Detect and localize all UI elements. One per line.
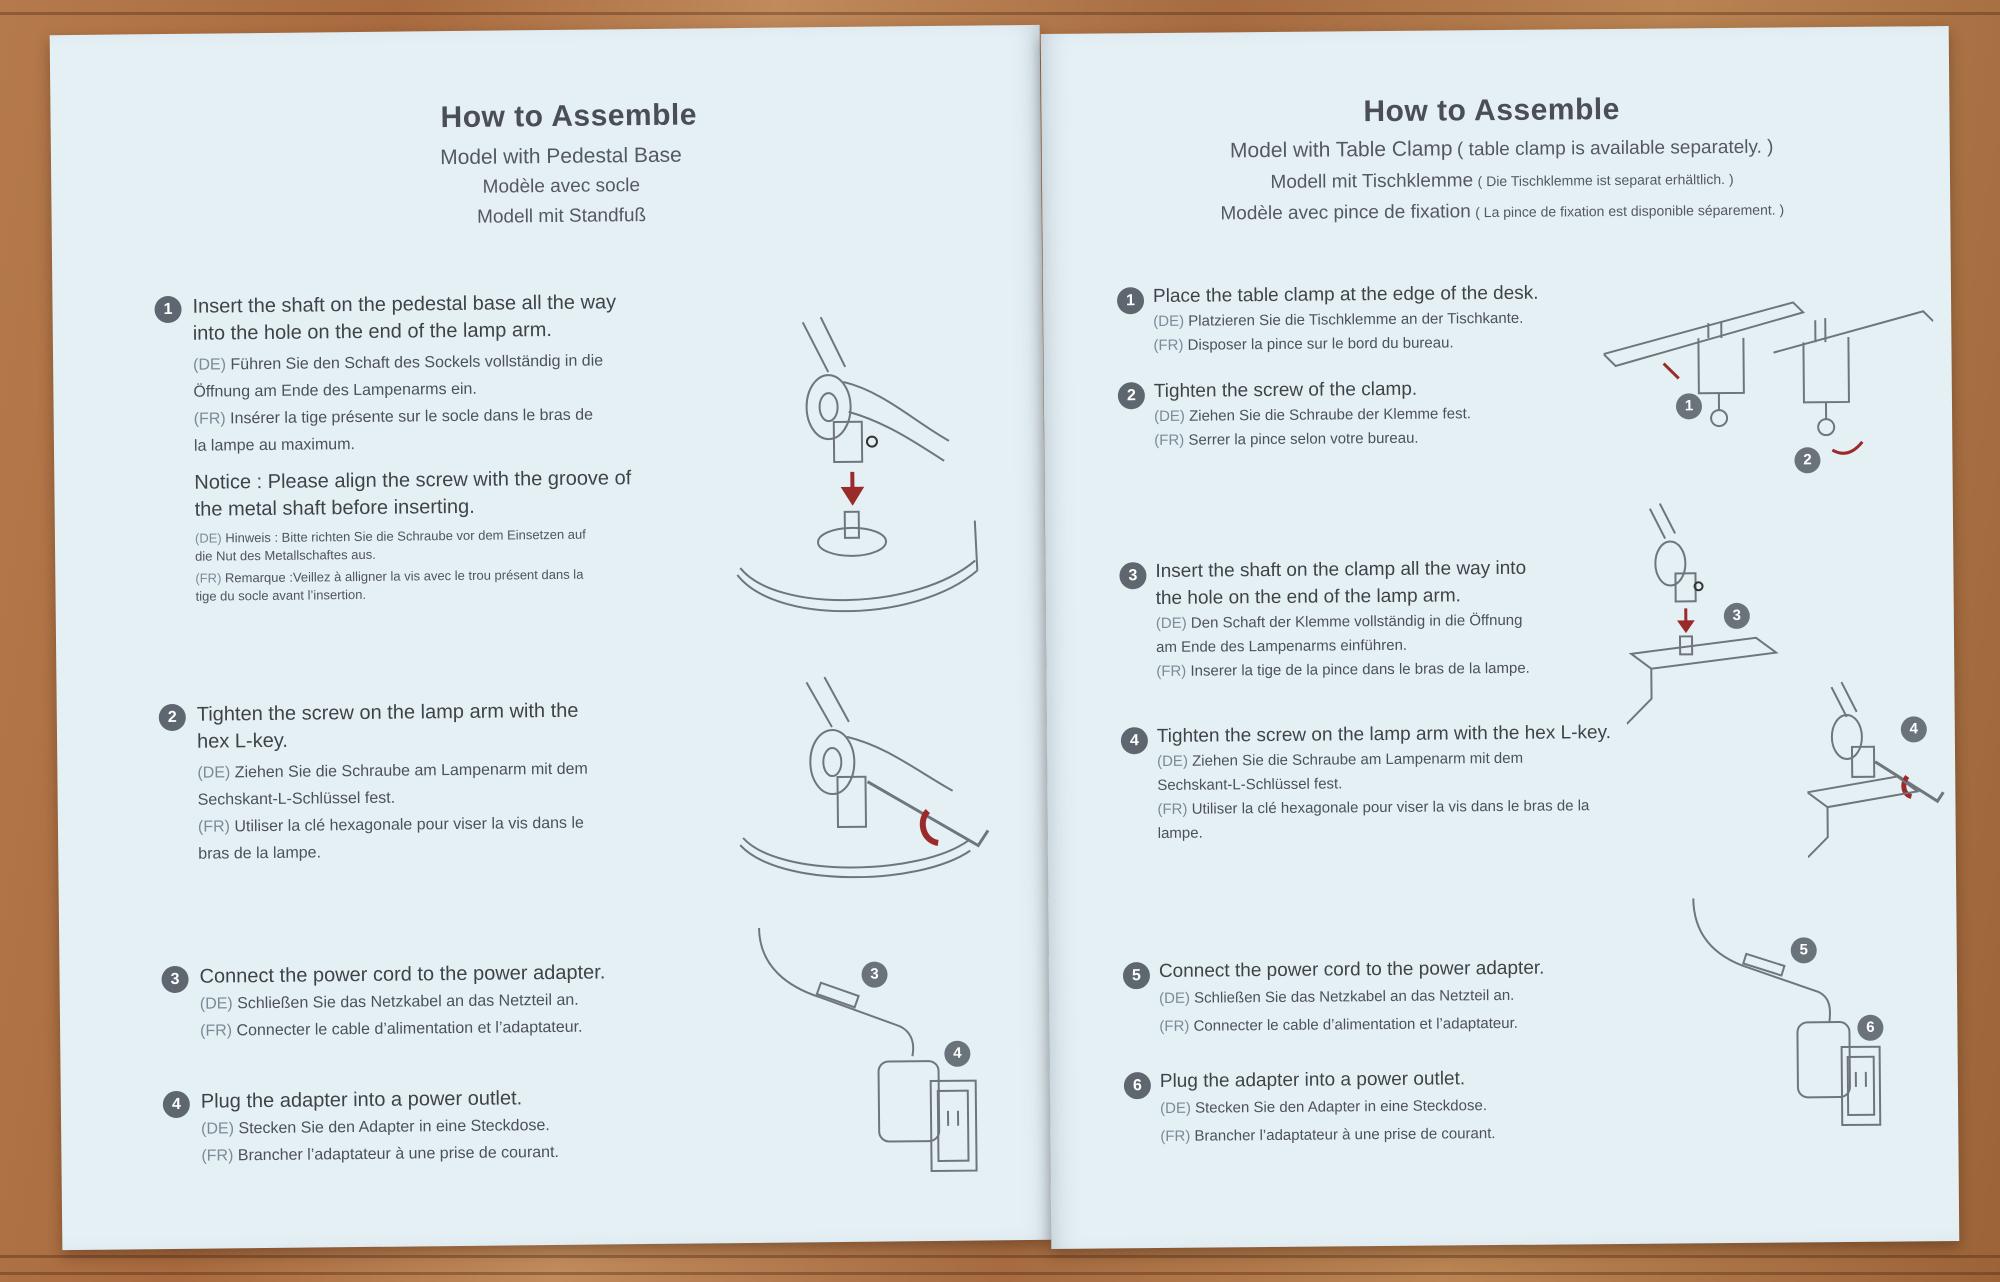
step-text-de: Ziehen Sie die Schraube der Klemme fest. bbox=[1188, 405, 1471, 425]
wood-grain bbox=[0, 1272, 2000, 1275]
step-text-fr: Brancher l’adaptateur à une prise de courant. bbox=[237, 1143, 560, 1165]
step-1 bbox=[163, 289, 632, 606]
subtitle-line: Modèle avec socle bbox=[482, 175, 641, 198]
step-text-de: Stecken Sie den Adapter in eine Steckdose. bbox=[1195, 1097, 1488, 1117]
subtitle-note: ( Die Tischklemme ist separat erhältlich. ) bbox=[1477, 170, 1734, 190]
step-text-de: am Ende des Lampenarms einführen. bbox=[1156, 636, 1408, 657]
lang-tag: (DE) bbox=[197, 764, 231, 782]
illustration-label: 5 bbox=[1791, 937, 1817, 963]
step-text-de: Führen Sie den Schaft des Sockels vollständig in die bbox=[230, 352, 604, 374]
step-badge: 1 bbox=[1117, 287, 1144, 314]
notice-text-de: die Nut des Metallschaftes aus. bbox=[195, 546, 376, 564]
step-badge: 3 bbox=[1119, 562, 1146, 589]
illustration-label: 1 bbox=[1676, 393, 1702, 419]
page-title: How to Assemble bbox=[1363, 92, 1620, 129]
step-text-en: Insert the shaft on the pedestal base all the way bbox=[192, 291, 617, 318]
illustration-label: 4 bbox=[944, 1041, 970, 1067]
lang-tag: (FR) bbox=[193, 410, 226, 428]
lang-tag: (DE) bbox=[201, 1120, 235, 1138]
power-adapter-illustration bbox=[1688, 897, 1890, 1129]
step-badge: 4 bbox=[1121, 727, 1148, 754]
model-subtitle bbox=[381, 140, 742, 234]
step-text-fr: Connecter le cable d’alimentation et l’adaptateur. bbox=[1193, 1014, 1518, 1035]
clamp-insert-illustration bbox=[1625, 497, 1827, 739]
subtitle-line: Modell mit Standfuß bbox=[477, 204, 647, 228]
step-text-fr: Utiliser la clé hexagonale pour viser la vis dans le bras de la bbox=[1191, 797, 1590, 818]
illustration-label: 3 bbox=[1724, 603, 1750, 629]
step-text-fr: Serrer la pince selon votre bureau. bbox=[1188, 429, 1419, 449]
pedestal-insert-illustration bbox=[733, 310, 986, 643]
illustration-label: 2 bbox=[1794, 447, 1820, 473]
notice-text-de: Hinweis : Bitte richten Sie die Schraube vor dem Einsetzen auf bbox=[225, 526, 586, 546]
notice-text-fr: Remarque :Veillez à alligner la vis avec le trou présent dans la bbox=[224, 566, 584, 586]
step-text-fr: Brancher l’adaptateur à une prise de courant. bbox=[1194, 1125, 1496, 1145]
lang-tag: (DE) bbox=[1153, 312, 1185, 331]
step-text-fr: lampe. bbox=[1157, 824, 1203, 842]
lang-tag: (FR) bbox=[195, 570, 222, 586]
lang-tag: (FR) bbox=[1154, 431, 1185, 450]
subtitle-line: Model with Pedestal Base bbox=[440, 143, 682, 170]
subtitle-line: Modell mit Tischklemme bbox=[1270, 170, 1474, 193]
step-text-de: Öffnung am Ende des Lampenarms ein. bbox=[193, 380, 477, 401]
step-text-de: Stecken Sie den Adapter in eine Steckdose. bbox=[238, 1117, 550, 1138]
step-4 bbox=[1129, 719, 1612, 846]
step-badge: 2 bbox=[159, 704, 186, 731]
step-text-de: Sechskant-L-Schlüssel fest. bbox=[197, 789, 396, 809]
lang-tag: (FR) bbox=[1160, 1127, 1191, 1145]
step-text-de: Den Schaft der Klemme vollständig in die Öffnung bbox=[1190, 611, 1523, 632]
lang-tag: (FR) bbox=[1157, 800, 1188, 818]
illustration-label: 4 bbox=[1901, 716, 1927, 742]
notice-text-fr: tige du socle avant l’insertion. bbox=[195, 586, 367, 604]
power-adapter-illustration bbox=[749, 926, 982, 1178]
step-text-fr: Utiliser la clé hexagonale pour viser la vis dans le bbox=[234, 814, 584, 836]
step-text-en: Tighten the screw on the lamp arm with the hex L-key. bbox=[1156, 722, 1612, 747]
clamp-hex-key-illustration bbox=[1806, 676, 1958, 887]
step-text-de: Sechskant-L-Schlüssel fest. bbox=[1157, 775, 1343, 794]
step-text-de: Ziehen Sie die Schraube am Lampenarm mit dem bbox=[234, 760, 588, 782]
step-3 bbox=[1128, 555, 1530, 684]
step-text-en: Place the table clamp at the edge of the desk. bbox=[1152, 282, 1539, 308]
notice-text-en: the metal shaft before inserting. bbox=[194, 495, 475, 521]
step-2 bbox=[167, 698, 589, 868]
step-badge: 4 bbox=[163, 1091, 190, 1118]
lang-tag: (FR) bbox=[200, 1022, 233, 1040]
lang-tag: (FR) bbox=[1156, 662, 1187, 681]
step-text-fr: Disposer la pince sur le bord du bureau. bbox=[1187, 334, 1454, 354]
lang-tag: (DE) bbox=[1153, 407, 1185, 426]
illustration-label: 6 bbox=[1857, 1015, 1883, 1041]
lang-tag: (DE) bbox=[193, 356, 227, 374]
lang-tag: (DE) bbox=[1160, 1099, 1191, 1117]
lang-tag: (FR) bbox=[1153, 336, 1184, 355]
notice bbox=[194, 465, 632, 606]
step-1 bbox=[1126, 280, 1539, 358]
step-5 bbox=[1131, 955, 1545, 1041]
step-3 bbox=[170, 959, 606, 1044]
lang-tag: (FR) bbox=[1159, 1017, 1190, 1035]
step-text-fr: Connecter le cable d’alimentation et l’adaptateur. bbox=[236, 1018, 583, 1040]
step-badge: 1 bbox=[154, 296, 181, 323]
lang-tag: (DE) bbox=[194, 530, 222, 546]
subtitle-line: Model with Table Clamp bbox=[1229, 137, 1453, 163]
lang-tag: (DE) bbox=[1159, 989, 1191, 1007]
step-text-de: Schließen Sie das Netzkabel an das Netzteil an. bbox=[237, 991, 579, 1013]
wood-grain bbox=[0, 12, 2000, 15]
step-badge: 2 bbox=[1118, 382, 1145, 409]
step-text-en: into the hole on the end of the lamp arm. bbox=[192, 318, 553, 345]
table-clamp-illustration bbox=[1603, 281, 1935, 484]
illustration-label: 3 bbox=[861, 961, 887, 987]
wood-grain bbox=[0, 1255, 2000, 1258]
step-text-fr: la lampe au maximum. bbox=[193, 436, 356, 455]
booklet-page-right bbox=[1041, 26, 1960, 1249]
lang-tag: (DE) bbox=[1156, 752, 1188, 770]
lang-tag: (DE) bbox=[199, 995, 233, 1013]
notice-text-en: Notice : Please align the screw with the groove of bbox=[194, 467, 632, 494]
lang-tag: (DE) bbox=[1155, 614, 1187, 633]
subtitle-line: Modèle avec pince de fixation bbox=[1220, 201, 1471, 225]
step-badge: 6 bbox=[1124, 1072, 1151, 1099]
step-text-de: Schließen Sie das Netzkabel an das Netzteil an. bbox=[1194, 986, 1515, 1007]
step-text-en: the hole on the end of the lamp arm. bbox=[1155, 585, 1461, 610]
step-text-en: Connect the power cord to the power adapter. bbox=[199, 961, 606, 988]
step-badge: 5 bbox=[1123, 962, 1150, 989]
step-4 bbox=[171, 1085, 560, 1170]
step-badge: 3 bbox=[161, 966, 188, 993]
step-text-fr: Inserer la tige de la pince dans le bras de la lampe. bbox=[1190, 659, 1530, 680]
step-text-en: Plug the adapter into a power outlet. bbox=[1159, 1068, 1466, 1092]
lang-tag: (FR) bbox=[197, 818, 231, 836]
step-text-de: Platzieren Sie die Tischklemme an der Tischkante. bbox=[1188, 309, 1524, 330]
subtitle-note: ( table clamp is available separately. ) bbox=[1456, 136, 1774, 161]
step-text-fr: Insérer la tige présente sur le socle dans le bras de bbox=[230, 406, 594, 428]
step-text-en: Plug the adapter into a power outlet. bbox=[200, 1087, 523, 1113]
step-text-fr: bras de la lampe. bbox=[198, 844, 322, 863]
booklet-page-left bbox=[50, 25, 1053, 1250]
model-subtitle bbox=[1182, 131, 1823, 231]
step-text-en: hex L-key. bbox=[196, 729, 288, 753]
step-6 bbox=[1132, 1065, 1496, 1151]
lang-tag: (FR) bbox=[201, 1147, 234, 1165]
step-text-en: Insert the shaft on the clamp all the way into bbox=[1155, 557, 1527, 583]
step-2 bbox=[1126, 375, 1471, 453]
step-text-de: Ziehen Sie die Schraube am Lampenarm mit dem bbox=[1191, 749, 1524, 770]
step-text-en: Tighten the screw of the clamp. bbox=[1153, 378, 1418, 403]
hex-key-illustration bbox=[736, 670, 1008, 893]
step-text-en: Connect the power cord to the power adapter. bbox=[1158, 957, 1545, 982]
subtitle-note: ( La pince de fixation est disponible séparement. ) bbox=[1475, 201, 1785, 221]
step-text-en: Tighten the screw on the lamp arm with the bbox=[196, 699, 579, 726]
page-title: How to Assemble bbox=[440, 98, 698, 135]
